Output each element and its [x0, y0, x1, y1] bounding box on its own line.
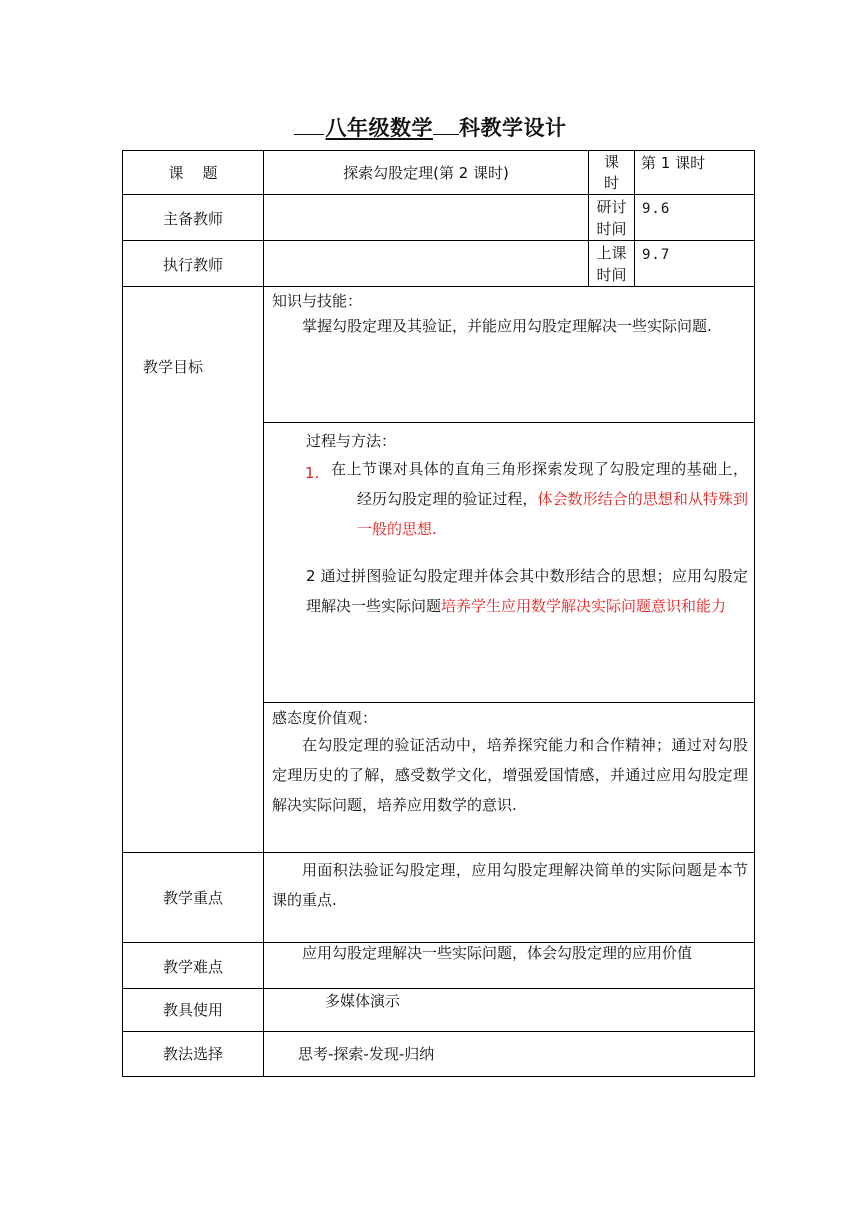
page-title [0, 112, 860, 142]
title-blank-left [294, 134, 324, 135]
exec-teacher-label: 执行教师 [162, 256, 223, 274]
process-item2-paragraph [306, 561, 748, 621]
topic-label: 课 题 [168, 164, 218, 182]
title-blank-right [433, 134, 459, 135]
title-grade: 八年级 [325, 116, 390, 140]
process-item1-paragraph [331, 454, 748, 544]
tools-value: 多媒体演示 [325, 992, 401, 1010]
methods-value: 思考-探索-发现-归纳 [298, 1045, 435, 1063]
difficulties-value: 应用勾股定理解决一些实际问题，体会勾股定理的应用价值 [302, 944, 693, 962]
knowledge-text: 掌握勾股定理及其验证，并能应用勾股定理解决一些实际问题. [302, 317, 712, 335]
title-subject: 数学 [390, 116, 433, 140]
difficulties-block [272, 942, 748, 965]
tools-label: 教具使用 [162, 1001, 223, 1019]
key-points-label: 教学重点 [162, 889, 223, 907]
methods-label: 教法选择 [162, 1045, 223, 1063]
title-suffix: 科教学设计 [459, 116, 567, 140]
main-teacher-label: 主备教师 [162, 210, 223, 228]
topic-side-label-2: 时 [603, 174, 619, 192]
key-points-value: 用面积法验证勾股定理，应用勾股定理解决简单的实际问题是本节课的重点. [272, 861, 748, 909]
process-item1 [331, 454, 748, 544]
process-item1-highlight: 体会数形结合的思想和从特殊到一般的思想. [357, 490, 748, 538]
exec-teacher-side-label-2: 时间 [596, 266, 627, 284]
knowledge-heading: 知识与技能： [272, 292, 363, 310]
exec-teacher-side-value: 9.7 [642, 247, 671, 263]
main-teacher-side-label-1: 研讨 [596, 198, 627, 216]
knowledge-block [272, 311, 748, 341]
process-item2-highlight: 培养学生应用数学解决实际问题意识和能力 [441, 597, 727, 615]
main-teacher-side-label-2: 时间 [596, 220, 627, 238]
topic-side-value: 第 1 课时 [641, 154, 706, 172]
process-heading: 过程与方法： [306, 432, 397, 450]
process-item2 [306, 561, 748, 621]
attitude-heading: 感态度价值观： [272, 709, 378, 727]
topic-side-label-1: 课 [603, 153, 619, 171]
main-teacher-side-value: 9.6 [642, 201, 671, 217]
exec-teacher-side-label-1: 上课 [596, 244, 627, 262]
process-item2-text: 2 通过拼图验证勾股定理并体会其中数形结合的思想；应用勾股定理解决一些实际问题 [306, 567, 748, 615]
key-points-block [272, 855, 748, 915]
difficulties-label: 教学难点 [162, 958, 223, 976]
attitude-block [272, 730, 748, 820]
process-item1-text: 在上节课对具体的直角三角形探索发现了勾股定理的基础上，经历勾股定理的验证过程， [331, 460, 748, 508]
goals-label: 教学目标 [142, 358, 203, 376]
attitude-text: 在勾股定理的验证活动中，培养探究能力和合作精神；通过对勾股定理历史的了解，感受数学文化，增强爱国情感，并通过应用勾股定理解决实际问题，培养应用数学的意识. [272, 736, 748, 814]
process-item1-number: 1. [305, 464, 320, 482]
topic-value: 探索勾股定理(第 2 课时) [343, 164, 509, 182]
